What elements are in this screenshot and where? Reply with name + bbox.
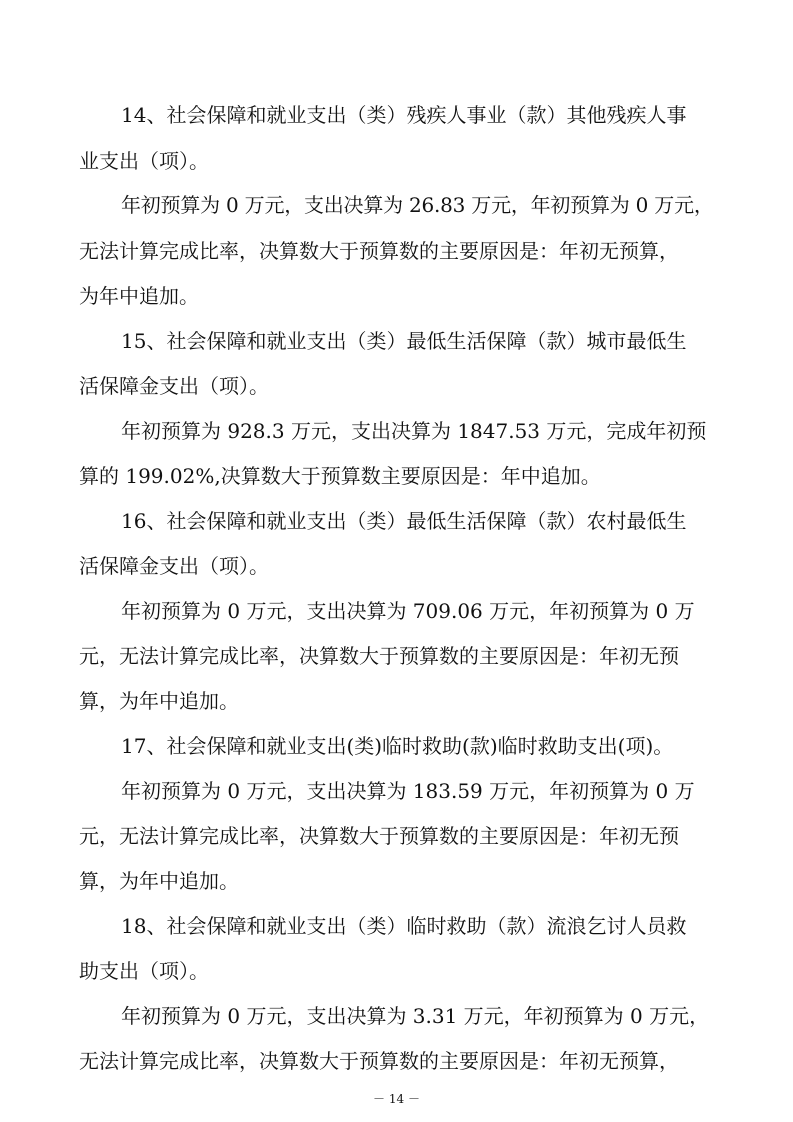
paragraph-line: 年初预算为 0 万元，支出决算为 709.06 万元，年初预算为 0 万 [121,599,695,623]
paragraph-line: 18、社会保障和就业支出（类）临时救助（款）流浪乞讨人员救 [121,914,687,938]
paragraph-line: 活保障金支出（项）。 [79,374,269,398]
page-number: － 14 － [373,1092,420,1106]
paragraph-line: 16、社会保障和就业支出（类）最低生活保障（款）农村最低生 [121,509,687,533]
paragraph-line: 元，无法计算完成比率，决算数大于预算数的主要原因是：年初无预 [79,644,679,668]
paragraph-line: 17、社会保障和就业支出(类)临时救助(款)临时救助支出(项)。 [121,734,674,758]
paragraph-line: 元，无法计算完成比率，决算数大于预算数的主要原因是：年初无预 [79,824,679,848]
paragraph-line: 算，为年中追加。 [79,869,239,893]
paragraph-line: 助支出（项）。 [79,959,209,983]
paragraph-line: 无法计算完成比率，决算数大于预算数的主要原因是：年初无预算， [79,239,679,263]
paragraph-line: 业支出（项）。 [79,149,209,173]
paragraph-line: 算的 199.02%,决算数大于预算数主要原因是：年中追加。 [79,464,601,488]
paragraph-line: 年初预算为 928.3 万元，支出决算为 1847.53 万元，完成年初预 [121,419,707,443]
paragraph-line: 活保障金支出（项）。 [79,554,269,578]
paragraph-line: 为年中追加。 [79,284,199,308]
paragraph-line: 年初预算为 0 万元，支出决算为 26.83 万元，年初预算为 0 万元， [121,193,714,217]
paragraph-line: 14、社会保障和就业支出（类）残疾人事业（款）其他残疾人事 [121,103,687,127]
paragraph-line: 年初预算为 0 万元，支出决算为 183.59 万元，年初预算为 0 万 [121,779,695,803]
paragraph-line: 算，为年中追加。 [79,689,239,713]
paragraph-line: 15、社会保障和就业支出（类）最低生活保障（款）城市最低生 [121,329,687,353]
paragraph-line: 年初预算为 0 万元，支出决算为 3.31 万元，年初预算为 0 万元， [121,1004,710,1028]
paragraph-line: 无法计算完成比率，决算数大于预算数的主要原因是：年初无预算， [79,1049,679,1073]
